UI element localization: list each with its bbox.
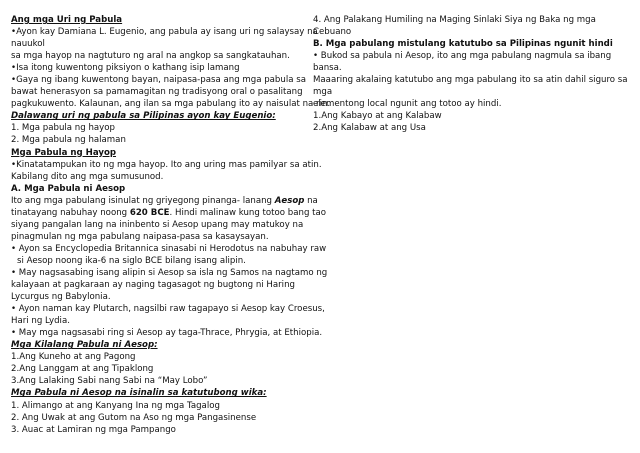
list-item: 1. Alimango at ang Kanyang Ina ng mga Tagalog [11,400,220,411]
page-title: Ang mga Uri ng Pabula [11,15,123,25]
aesop-text: Ito ang mga pabulang isinulat ng griyegong pinanga- lanang [11,195,275,206]
animal-fables-text-line-1: •Kinatatampukan ito ng mga hayop. Ito ang uring mas pamilyar sa atin. [11,159,322,170]
aesop-bullet-1-line-1: • Ayon sa Encyclopedia Britannica sinasabi ni Herodotus na nabuhay raw [11,243,327,254]
aesop-bullet-2-line-2: kalayaan at pagkaraan ay naging tagasagot ng bugtong ni Haring [11,280,295,291]
aesop-paragraph-line-3: siyang pangalan lang na ininbento si Aesop upang may matukoy na [11,219,304,230]
list-item: 2. Ang Uwak at ang Gutom na Aso ng mga Pangasinense [11,412,257,423]
right-column [313,14,628,134]
list-item: 1.Ang Kuneho at ang Pagong [11,352,136,363]
list-item: 2.Ang Langgam at ang Tipaklong [11,364,154,375]
section-b-text-line-1: • Bukod sa pabula ni Aesop, ito ang mga pabulang nagmula sa ibang [313,51,612,62]
heading-two-kinds: Dalawang uri ng pabula sa Pilipinas ayon kay Eugenio: [11,111,276,122]
list-item: 3. Auac at Lamiran ng mga Pampango [11,424,176,435]
intro-bullet-1-line-2: nauukol [11,39,45,50]
section-b-text-line-5: elementong local ngunit ang totoo ay hindi. [313,99,502,110]
intro-bullet-3-line-2: bawat henerasyon sa pamamagitan ng tradisyong oral o pasalitang [11,87,303,98]
heading-aesop: A. Mga Pabula ni Aesop [11,183,126,194]
intro-bullet-3-line-1: •Gaya ng ibang kuwentong bayan, naipasa-pasa ang mga pabula sa [11,75,306,86]
animal-fables-text-line-2: Kabilang dito ang mga sumusunod. [11,171,164,182]
heading-adapted-fables: Mga Pabula ni Aesop na isinalin sa katutubong wika: [11,388,267,399]
heading-famous-fables: Mga Kilalang Pabula ni Aesop: [11,340,158,351]
heading-animal-fables: Mga Pabula ng Hayop [11,147,117,158]
aesop-text: na [304,195,318,206]
aesop-bullet-1-line-2: si Aesop noong ika-6 na siglo BCE bilang isang alipin. [17,255,246,266]
section-b-text-line-2: bansa. [313,63,342,74]
list-item: 1. Mga pabula ng hayop [11,123,115,134]
item-4-line-1: 4. Ang Palakang Humiling na Maging Sinlaki Siya ng Baka ng mga [313,15,596,25]
aesop-year: 620 BCE [129,207,170,218]
item-4-line-2: Cebuano [313,27,352,38]
intro-bullet-1-line-3: sa mga hayop na nagtuturo ng aral na angkop sa sangkatauhan. [11,51,290,62]
aesop-paragraph-line-4: pinagmulan ng mga pabulang naipasa-pasa sa kasaysayan. [11,231,269,242]
intro-bullet-3-line-3: pagkukuwento. Kalaunan, ang ilan sa mga pabulang ito ay naisulat na rin. [11,99,331,110]
list-item: 2.Ang Kalabaw at ang Usa [313,123,426,134]
aesop-bullet-2-line-3: Lycurgus ng Babylonia. [11,292,111,303]
aesop-text: . Hindi malinaw kung totoo bang tao [169,207,327,218]
list-item: 2. Mga pabula ng halaman [11,135,126,146]
list-item: 3.Ang Lalaking Sabi nang Sabi na “May Lobo” [11,376,208,387]
aesop-bullet-2-line-1: • May nagsasabing isang alipin si Aesop sa isla ng Samos na nagtamo ng [11,267,328,278]
aesop-text: tinatayang nabuhay noong [11,207,130,218]
aesop-bullet-4: • May mga nagsasabi ring si Aesop ay taga-Thrace, Phrygia, at Ethiopia. [11,328,323,339]
aesop-name: Aesop [274,195,305,206]
list-item: 1.Ang Kabayo at ang Kalabaw [313,111,442,122]
heading-section-b: B. Mga pabulang mistulang katutubo sa Pilipinas ngunit hindi [313,39,613,50]
aesop-paragraph-line-2 [11,207,327,219]
section-b-text-line-4: mga [313,87,333,98]
intro-bullet-2: •Isa itong kuwentong piksiyon o kathang isip lamang [11,63,240,74]
aesop-bullet-3-line-2: Hari ng Lydia. [11,316,70,327]
aesop-bullet-3-line-1: • Ayon naman kay Plutarch, nagsilbi raw tagapayo si Aesop kay Croesus, [11,304,325,315]
section-b-text-line-3: Maaaring akalaing katutubo ang mga pabulang ito sa atin dahil siguro sa [313,75,628,86]
aesop-paragraph-line-1 [11,195,318,207]
intro-bullet-1-line-1: •Ayon kay Damiana L. Eugenio, ang pabula ay isang uri ng salaysay na [11,27,318,38]
